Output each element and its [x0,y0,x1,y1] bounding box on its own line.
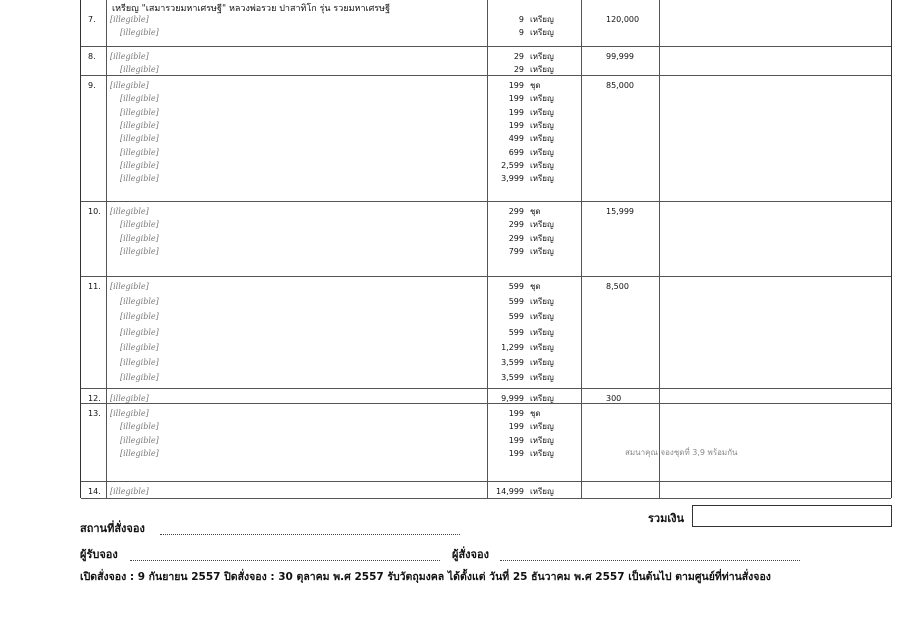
item-quantity: 29 [513,65,524,74]
item-price: 15,999 [606,207,634,216]
item-description: [illegible] [120,160,159,170]
total-label: รวมเงิน [648,512,684,525]
item-description: [illegible] [110,409,149,418]
item-price: 300 [606,394,622,403]
item-description: [illegible] [120,28,159,37]
item-quantity: 799 [508,246,524,256]
item-quantity: 199 [508,409,524,418]
item-description: [illegible] [110,15,149,24]
item-unit: เหรียญ [530,28,554,37]
row-divider [81,481,891,482]
item-quantity: 3,599 [501,373,524,383]
item-description: [illegible] [120,312,159,322]
item-description: [illegible] [110,207,149,216]
item-unit: เหรียญ [530,487,554,496]
item-description: [illegible] [120,120,159,130]
item-unit: เหรียญ [530,358,554,367]
item-description: [illegible] [120,297,159,307]
item-quantity: 3,999 [501,174,524,184]
receiver-field[interactable] [130,560,440,561]
item-unit: เหรียญ [530,422,554,432]
item-description: [illegible] [120,327,159,337]
item-description: [illegible] [110,81,149,90]
item-unit: เหรียญ [530,394,554,403]
item-unit: เหรียญ [530,65,554,74]
schedule-line: เปิดสั่งจอง : 9 กันยายน 2557 ปิดสั่งจอง : 30 ตุลาคม พ.ศ 2557 รับวัตถุมงคล ได้ตั้งแต่ วันที่ 25 ธันวาคม พ.ศ 2557 เป็นต้นไป ตามศูนย์ที่ท่านสั่งจอง [80,571,771,583]
item-description: [illegible] [120,94,159,104]
item-unit: เหรียญ [530,174,554,184]
item-number: 13. [88,409,101,418]
item-unit: เหรียญ [530,327,554,337]
item-price: 85,000 [606,81,634,90]
item-price: 8,500 [606,282,629,291]
item-number: 14. [88,487,101,496]
item-unit: ชุด [530,409,541,418]
item-number: 9. [88,81,96,90]
item-quantity: 599 [508,327,524,337]
item-description: [illegible] [110,282,149,291]
item-quantity: 599 [508,312,524,322]
item-unit: เหรียญ [530,435,554,445]
item-description: [illegible] [120,448,159,458]
item-unit: เหรียญ [530,52,554,61]
item-quantity: 2,599 [501,160,524,170]
item-price: 99,999 [606,52,634,61]
item-unit: เหรียญ [530,107,554,117]
item-description: [illegible] [120,233,159,243]
item-description: [illegible] [120,435,159,445]
item-unit: เหรียญ [530,120,554,130]
row-divider [81,75,891,76]
item-quantity: 9,999 [501,394,524,403]
item-number: 7. [88,15,96,24]
place-field[interactable] [160,534,460,535]
total-field[interactable] [692,505,892,527]
side-note: สมนาคุณ จองชุดที่ 3,9 พร้อมกัน [625,448,738,457]
item-unit: เหรียญ [530,342,554,352]
item-unit: เหรียญ [530,297,554,307]
place-label: สถานที่สั่งจอง [80,522,145,535]
order-table [80,0,892,498]
item-description: [illegible] [120,246,159,256]
item-unit: เหรียญ [530,233,554,243]
orderer-field[interactable] [500,560,800,561]
item-unit: เหรียญ [530,448,554,458]
item-description: [illegible] [120,422,159,432]
item-number: 10. [88,207,101,216]
item-quantity: 1,299 [501,342,524,352]
item-unit: เหรียญ [530,312,554,322]
item-unit: เหรียญ [530,15,554,24]
row-divider [81,388,891,389]
item-quantity: 299 [508,233,524,243]
item-description: [illegible] [120,373,159,383]
row-divider [81,201,891,202]
item-quantity: 599 [508,282,524,291]
item-description: [illegible] [120,134,159,144]
row-divider [81,403,891,404]
item-quantity: 599 [508,297,524,307]
item-unit: เหรียญ [530,134,554,144]
item-unit: ชุด [530,282,541,291]
item-quantity: 199 [508,81,524,90]
item-description: [illegible] [110,487,149,496]
item-quantity: 299 [508,220,524,230]
item-unit: เหรียญ [530,246,554,256]
item-description: [illegible] [120,220,159,230]
receiver-label: ผู้รับจอง [80,548,118,561]
item-price: 120,000 [606,15,640,24]
item-quantity: 199 [508,422,524,432]
item-quantity: 199 [508,448,524,458]
item-quantity: 14,999 [496,487,524,496]
item-unit: เหรียญ [530,373,554,383]
item-description: [illegible] [120,107,159,117]
item-quantity: 199 [508,94,524,104]
item-quantity: 499 [508,134,524,144]
item-description: [illegible] [110,394,149,403]
item-description: [illegible] [120,358,159,367]
item-description: [illegible] [120,174,159,184]
item-quantity: 699 [508,147,524,157]
item-quantity: 199 [508,435,524,445]
item-number: 11. [88,282,101,291]
item-description: [illegible] [110,52,149,61]
item-number: 8. [88,52,96,61]
item-quantity: 9 [518,28,524,37]
item-quantity: 3,599 [501,358,524,367]
item-description: [illegible] [120,147,159,157]
item-unit: ชุด [530,81,541,90]
item-unit: เหรียญ [530,147,554,157]
item-number: 12. [88,394,101,403]
item-quantity: 199 [508,120,524,130]
row-divider [81,276,891,277]
row-divider [81,498,891,499]
top-item-line: เหรียญ "เสมารวยมหาเศรษฐี" หลวงพ่อรวย ปาสาทิโก รุ่น รวยมหาเศรษฐี [112,4,391,14]
item-unit: ชุด [530,207,541,216]
item-unit: เหรียญ [530,160,554,170]
item-quantity: 9 [518,15,524,24]
item-unit: เหรียญ [530,94,554,104]
item-quantity: 199 [508,107,524,117]
orderer-label: ผู้สั่งจอง [452,548,489,561]
item-unit: เหรียญ [530,220,554,230]
item-description: [illegible] [120,342,159,352]
item-quantity: 299 [508,207,524,216]
row-divider [81,46,891,47]
item-description: [illegible] [120,65,159,74]
item-quantity: 29 [513,52,524,61]
